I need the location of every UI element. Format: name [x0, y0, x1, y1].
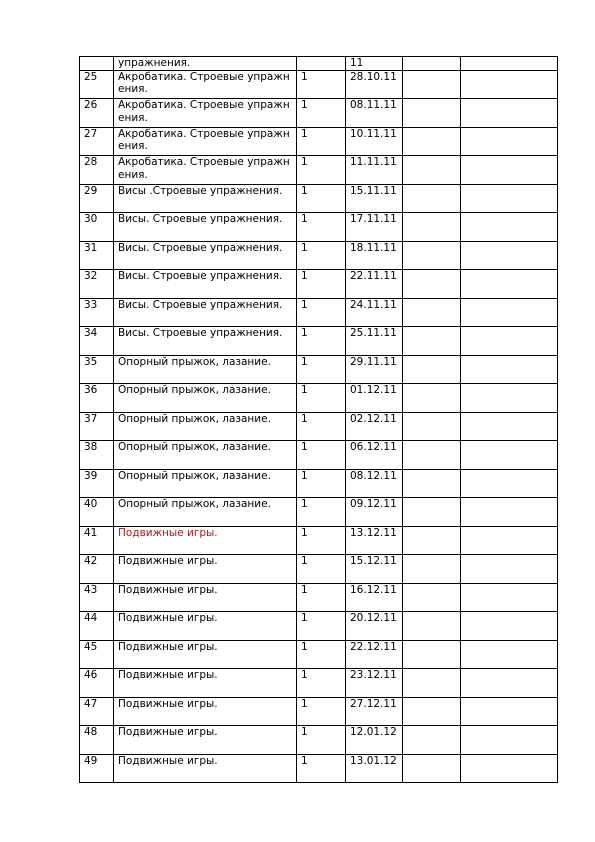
lesson-hours: [297, 57, 346, 71]
fact-date-cell: [403, 526, 461, 555]
lesson-number: 25: [80, 70, 114, 99]
note-cell: [461, 412, 558, 441]
lesson-date: 20.12.11: [346, 612, 403, 641]
fact-date-cell: [403, 327, 461, 356]
lesson-hours: 1: [297, 384, 346, 413]
table-row: [80, 213, 558, 242]
lesson-date: 22.12.11: [346, 640, 403, 669]
lesson-number: 37: [80, 412, 114, 441]
note-cell: [461, 70, 558, 99]
lesson-topic: Опорный прыжок, лазание.: [114, 469, 297, 498]
lesson-topic: Подвижные игры.: [114, 754, 297, 783]
table-row: [80, 441, 558, 470]
lesson-number: 43: [80, 583, 114, 612]
note-cell: [461, 697, 558, 726]
note-cell: [461, 441, 558, 470]
lesson-date: 01.12.11: [346, 384, 403, 413]
note-cell: [461, 583, 558, 612]
fact-date-cell: [403, 612, 461, 641]
lesson-hours: 1: [297, 498, 346, 527]
lesson-hours: 1: [297, 241, 346, 270]
note-cell: [461, 754, 558, 783]
fact-date-cell: [403, 555, 461, 584]
lesson-topic: Опорный прыжок, лазание.: [114, 384, 297, 413]
note-cell: [461, 640, 558, 669]
table-row: [80, 298, 558, 327]
fact-date-cell: [403, 697, 461, 726]
note-cell: [461, 384, 558, 413]
table-row: [80, 99, 558, 128]
note-cell: [461, 241, 558, 270]
table-row: [80, 70, 558, 99]
lesson-topic: Подвижные игры.: [114, 583, 297, 612]
fact-date-cell: [403, 384, 461, 413]
lesson-topic: Подвижные игры.: [114, 726, 297, 755]
lesson-hours: 1: [297, 612, 346, 641]
note-cell: [461, 184, 558, 213]
lesson-topic: Подвижные игры.: [114, 612, 297, 641]
lesson-hours: 1: [297, 526, 346, 555]
lesson-hours: 1: [297, 412, 346, 441]
lesson-number: 41: [80, 526, 114, 555]
lesson-number: 40: [80, 498, 114, 527]
table-row: [80, 184, 558, 213]
lesson-date: 18.11.11: [346, 241, 403, 270]
table-row: [80, 156, 558, 185]
note-cell: [461, 526, 558, 555]
lesson-number: 27: [80, 127, 114, 156]
table-row: [80, 412, 558, 441]
lesson-hours: 1: [297, 127, 346, 156]
lesson-date: 22.11.11: [346, 270, 403, 299]
note-cell: [461, 213, 558, 242]
table-row: [80, 612, 558, 641]
lesson-number: 35: [80, 355, 114, 384]
note-cell: [461, 355, 558, 384]
lesson-number: 31: [80, 241, 114, 270]
fact-date-cell: [403, 184, 461, 213]
lesson-date: 13.01.12: [346, 754, 403, 783]
lesson-hours: 1: [297, 640, 346, 669]
lesson-number: 49: [80, 754, 114, 783]
lesson-hours: 1: [297, 555, 346, 584]
table-row: [80, 697, 558, 726]
fact-date-cell: [403, 70, 461, 99]
fact-date-cell: [403, 241, 461, 270]
lesson-hours: 1: [297, 156, 346, 185]
lesson-date: 06.12.11: [346, 441, 403, 470]
lesson-date: 16.12.11: [346, 583, 403, 612]
lesson-number: 47: [80, 697, 114, 726]
lesson-number: 46: [80, 669, 114, 698]
lesson-date: 02.12.11: [346, 412, 403, 441]
lesson-date: 15.12.11: [346, 555, 403, 584]
lesson-number: 28: [80, 156, 114, 185]
lesson-date: 24.11.11: [346, 298, 403, 327]
fact-date-cell: [403, 669, 461, 698]
lesson-number: 45: [80, 640, 114, 669]
lesson-number: 48: [80, 726, 114, 755]
lesson-date: 23.12.11: [346, 669, 403, 698]
lesson-number: 26: [80, 99, 114, 128]
fact-date-cell: [403, 57, 461, 71]
note-cell: [461, 469, 558, 498]
lesson-date: 15.11.11: [346, 184, 403, 213]
fact-date-cell: [403, 441, 461, 470]
lesson-number: 29: [80, 184, 114, 213]
lesson-hours: 1: [297, 726, 346, 755]
lesson-number: 42: [80, 555, 114, 584]
lesson-topic: упражнения.: [114, 57, 297, 71]
lesson-hours: 1: [297, 697, 346, 726]
table-row: [80, 355, 558, 384]
lesson-date: 28.10.11: [346, 70, 403, 99]
lesson-topic: Подвижные игры.: [114, 526, 297, 555]
table-row: [80, 583, 558, 612]
lesson-topic: Висы. Строевые упражнения.: [114, 213, 297, 242]
lesson-topic: Подвижные игры.: [114, 640, 297, 669]
lesson-plan-table: [79, 56, 558, 783]
lesson-hours: 1: [297, 669, 346, 698]
note-cell: [461, 298, 558, 327]
note-cell: [461, 555, 558, 584]
lesson-topic: Висы. Строевые упражнения.: [114, 270, 297, 299]
fact-date-cell: [403, 270, 461, 299]
fact-date-cell: [403, 412, 461, 441]
table-row: [80, 270, 558, 299]
fact-date-cell: [403, 469, 461, 498]
fact-date-cell: [403, 355, 461, 384]
lesson-date: 09.12.11: [346, 498, 403, 527]
fact-date-cell: [403, 754, 461, 783]
fact-date-cell: [403, 583, 461, 612]
fact-date-cell: [403, 498, 461, 527]
fact-date-cell: [403, 156, 461, 185]
lesson-number: 36: [80, 384, 114, 413]
table-row: [80, 469, 558, 498]
lesson-hours: 1: [297, 99, 346, 128]
lesson-hours: 1: [297, 583, 346, 612]
lesson-number: 33: [80, 298, 114, 327]
note-cell: [461, 99, 558, 128]
lesson-hours: 1: [297, 298, 346, 327]
lesson-date: 29.11.11: [346, 355, 403, 384]
lesson-number: 38: [80, 441, 114, 470]
table-row: [80, 57, 558, 71]
lesson-number: 32: [80, 270, 114, 299]
lesson-hours: 1: [297, 213, 346, 242]
table-body: [80, 57, 558, 783]
lesson-number: 30: [80, 213, 114, 242]
lesson-date: 11.11.11: [346, 156, 403, 185]
lesson-topic: Подвижные игры.: [114, 669, 297, 698]
note-cell: [461, 327, 558, 356]
table-row: [80, 726, 558, 755]
lesson-hours: 1: [297, 184, 346, 213]
note-cell: [461, 669, 558, 698]
fact-date-cell: [403, 298, 461, 327]
lesson-date: 27.12.11: [346, 697, 403, 726]
lesson-hours: 1: [297, 441, 346, 470]
table-row: [80, 555, 558, 584]
lesson-number: 34: [80, 327, 114, 356]
lesson-date: 08.12.11: [346, 469, 403, 498]
lesson-topic: Висы .Строевые упражнения.: [114, 184, 297, 213]
table-row: [80, 127, 558, 156]
lesson-topic: Подвижные игры.: [114, 697, 297, 726]
lesson-topic: Акробатика. Строевые упражнения.: [114, 70, 297, 99]
lesson-date: 12.01.12: [346, 726, 403, 755]
lesson-topic: Висы. Строевые упражнения.: [114, 241, 297, 270]
lesson-number: 44: [80, 612, 114, 641]
lesson-topic: Опорный прыжок, лазание.: [114, 441, 297, 470]
note-cell: [461, 57, 558, 71]
note-cell: [461, 127, 558, 156]
lesson-hours: 1: [297, 327, 346, 356]
lesson-date: 25.11.11: [346, 327, 403, 356]
note-cell: [461, 498, 558, 527]
lesson-date: 10.11.11: [346, 127, 403, 156]
fact-date-cell: [403, 726, 461, 755]
fact-date-cell: [403, 99, 461, 128]
fact-date-cell: [403, 640, 461, 669]
lesson-topic: Акробатика. Строевые упражнения.: [114, 99, 297, 128]
lesson-date: 17.11.11: [346, 213, 403, 242]
table-row: [80, 669, 558, 698]
table-row: [80, 754, 558, 783]
table-row: [80, 526, 558, 555]
lesson-hours: 1: [297, 270, 346, 299]
table-row: [80, 498, 558, 527]
lesson-hours: 1: [297, 70, 346, 99]
lesson-topic: Висы. Строевые упражнения.: [114, 298, 297, 327]
lesson-topic: Подвижные игры.: [114, 555, 297, 584]
lesson-topic: Акробатика. Строевые упражнения.: [114, 156, 297, 185]
table-row: [80, 241, 558, 270]
lesson-topic: Опорный прыжок, лазание.: [114, 412, 297, 441]
lesson-topic: Опорный прыжок, лазание.: [114, 355, 297, 384]
lesson-hours: 1: [297, 469, 346, 498]
lesson-hours: 1: [297, 355, 346, 384]
note-cell: [461, 612, 558, 641]
lesson-topic: Опорный прыжок, лазание.: [114, 498, 297, 527]
lesson-topic: Висы. Строевые упражнения.: [114, 327, 297, 356]
fact-date-cell: [403, 127, 461, 156]
note-cell: [461, 726, 558, 755]
lesson-date: 13.12.11: [346, 526, 403, 555]
lesson-hours: 1: [297, 754, 346, 783]
table-row: [80, 640, 558, 669]
fact-date-cell: [403, 213, 461, 242]
lesson-topic: Акробатика. Строевые упражнения.: [114, 127, 297, 156]
lesson-number: 39: [80, 469, 114, 498]
table-row: [80, 327, 558, 356]
note-cell: [461, 270, 558, 299]
lesson-date: 11: [346, 57, 403, 71]
note-cell: [461, 156, 558, 185]
table-row: [80, 384, 558, 413]
lesson-number: [80, 57, 114, 71]
lesson-date: 08.11.11: [346, 99, 403, 128]
